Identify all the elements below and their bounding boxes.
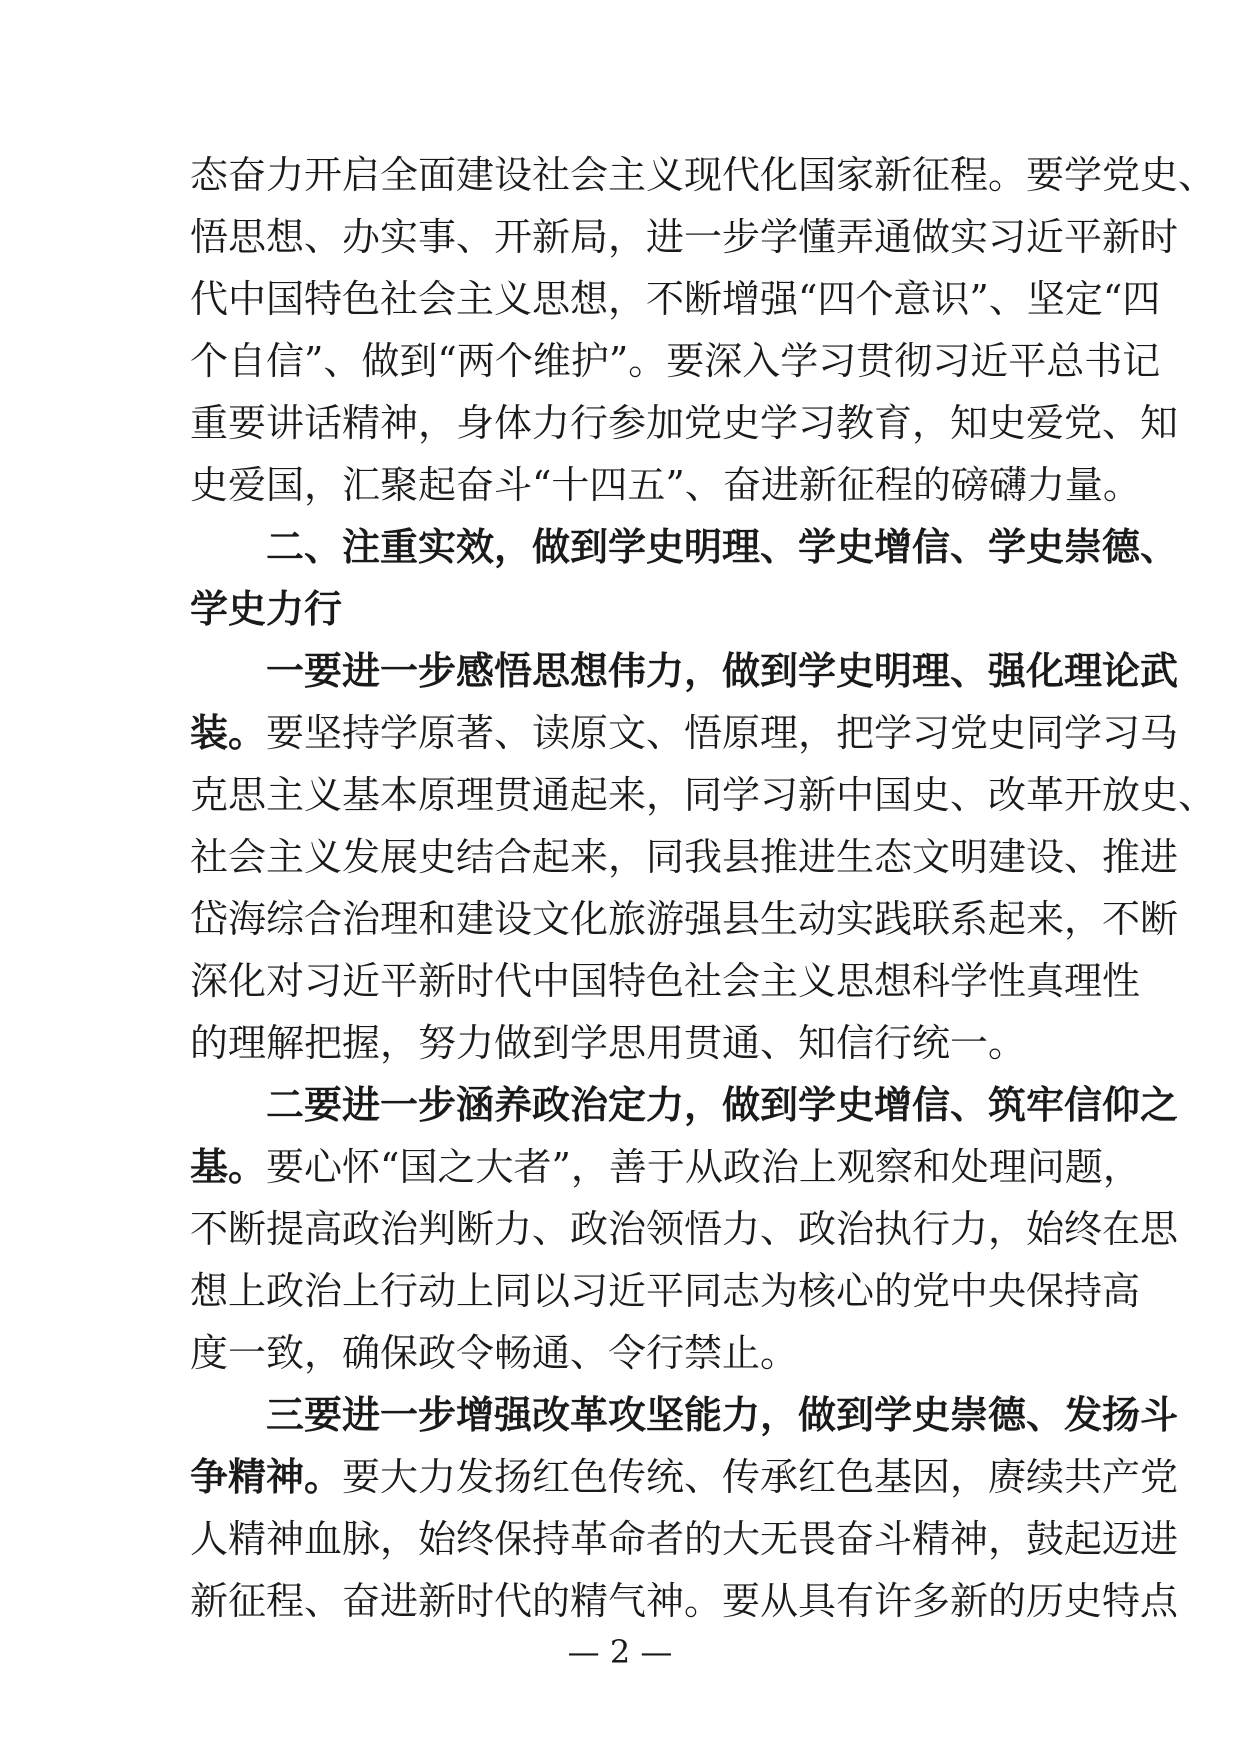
page-number: — 2 —	[567, 1633, 673, 1671]
point-two-line-3: 不断提高政治判断力、政治领悟力、政治执行力，始终在思	[190, 1207, 1179, 1251]
point-three-line-2-text: 要大力发扬红色传统、传承红色基因，赓续共产党	[342, 1455, 1179, 1499]
intro-line-3: 代中国特色社会主义思想，不断增强“四个意识”、坚定“四	[190, 277, 1161, 321]
point-two-line-1: 二要进一步涵养政治定力，做到学史增信、筑牢信仰之	[266, 1082, 1179, 1127]
section-heading-line-1: 二、注重实效，做到学史明理、学史增信、学史崇德、	[266, 524, 1179, 569]
point-three-line-2	[190, 1446, 1179, 1508]
point-one-line-6: 深化对习近平新时代中国特色社会主义思想科学性真理性	[190, 959, 1141, 1003]
point-three-line-1: 三要进一步增强改革攻坚能力，做到学史崇德、发扬斗	[266, 1392, 1179, 1437]
intro-line-2: 悟思想、办实事、开新局，进一步学懂弄通做实习近平新时	[190, 215, 1179, 259]
intro-line-1: 态奋力开启全面建设社会主义现代化国家新征程。要学党史、	[190, 153, 1217, 197]
point-one-line-2-text: 要坚持学原著、读原文、悟原理，把学习党史同学习马	[266, 711, 1179, 755]
section-heading-line-2: 学史力行	[190, 586, 343, 631]
point-one-line-4: 社会主义发展史结合起来，同我县推进生态文明建设、推进	[190, 835, 1179, 879]
point-three-line-4: 新征程、奋进新时代的精气神。要从具有许多新的历史特点	[190, 1579, 1179, 1623]
point-one-line-3: 克思主义基本原理贯通起来，同学习新中国史、改革开放史、	[190, 773, 1217, 817]
point-one-line-5: 岱海综合治理和建设文化旅游强县生动实践联系起来，不断	[190, 897, 1179, 941]
point-one-line-2	[190, 702, 1179, 764]
point-two-line-2	[190, 1136, 1141, 1198]
point-one-title-end: 装。	[190, 710, 267, 755]
intro-line-6: 史爱国，汇聚起奋斗“十四五”、奋进新征程的磅礴力量。	[190, 463, 1141, 507]
intro-line-5: 重要讲话精神，身体力行参加党史学习教育，知史爱党、知	[190, 401, 1179, 445]
point-three-title-end: 争精神。	[190, 1454, 343, 1499]
point-three-line-3: 人精神血脉，始终保持革命者的大无畏奋斗精神，鼓起迈进	[190, 1517, 1179, 1561]
point-one-line-7: 的理解把握，努力做到学思用贯通、知信行统一。	[190, 1021, 1027, 1065]
point-two-line-5: 度一致，确保政令畅通、令行禁止。	[190, 1331, 799, 1375]
point-two-line-2-text: 要心怀“国之大者”，善于从政治上观察和处理问题，	[266, 1145, 1141, 1189]
point-two-line-4: 想上政治上行动上同以习近平同志为核心的党中央保持高	[190, 1269, 1141, 1313]
point-one-line-1: 一要进一步感悟思想伟力，做到学史明理、强化理论武	[266, 648, 1179, 693]
intro-line-4: 个自信”、做到“两个维护”。要深入学习贯彻习近平总书记	[190, 339, 1161, 383]
point-two-title-end: 基。	[190, 1144, 267, 1189]
